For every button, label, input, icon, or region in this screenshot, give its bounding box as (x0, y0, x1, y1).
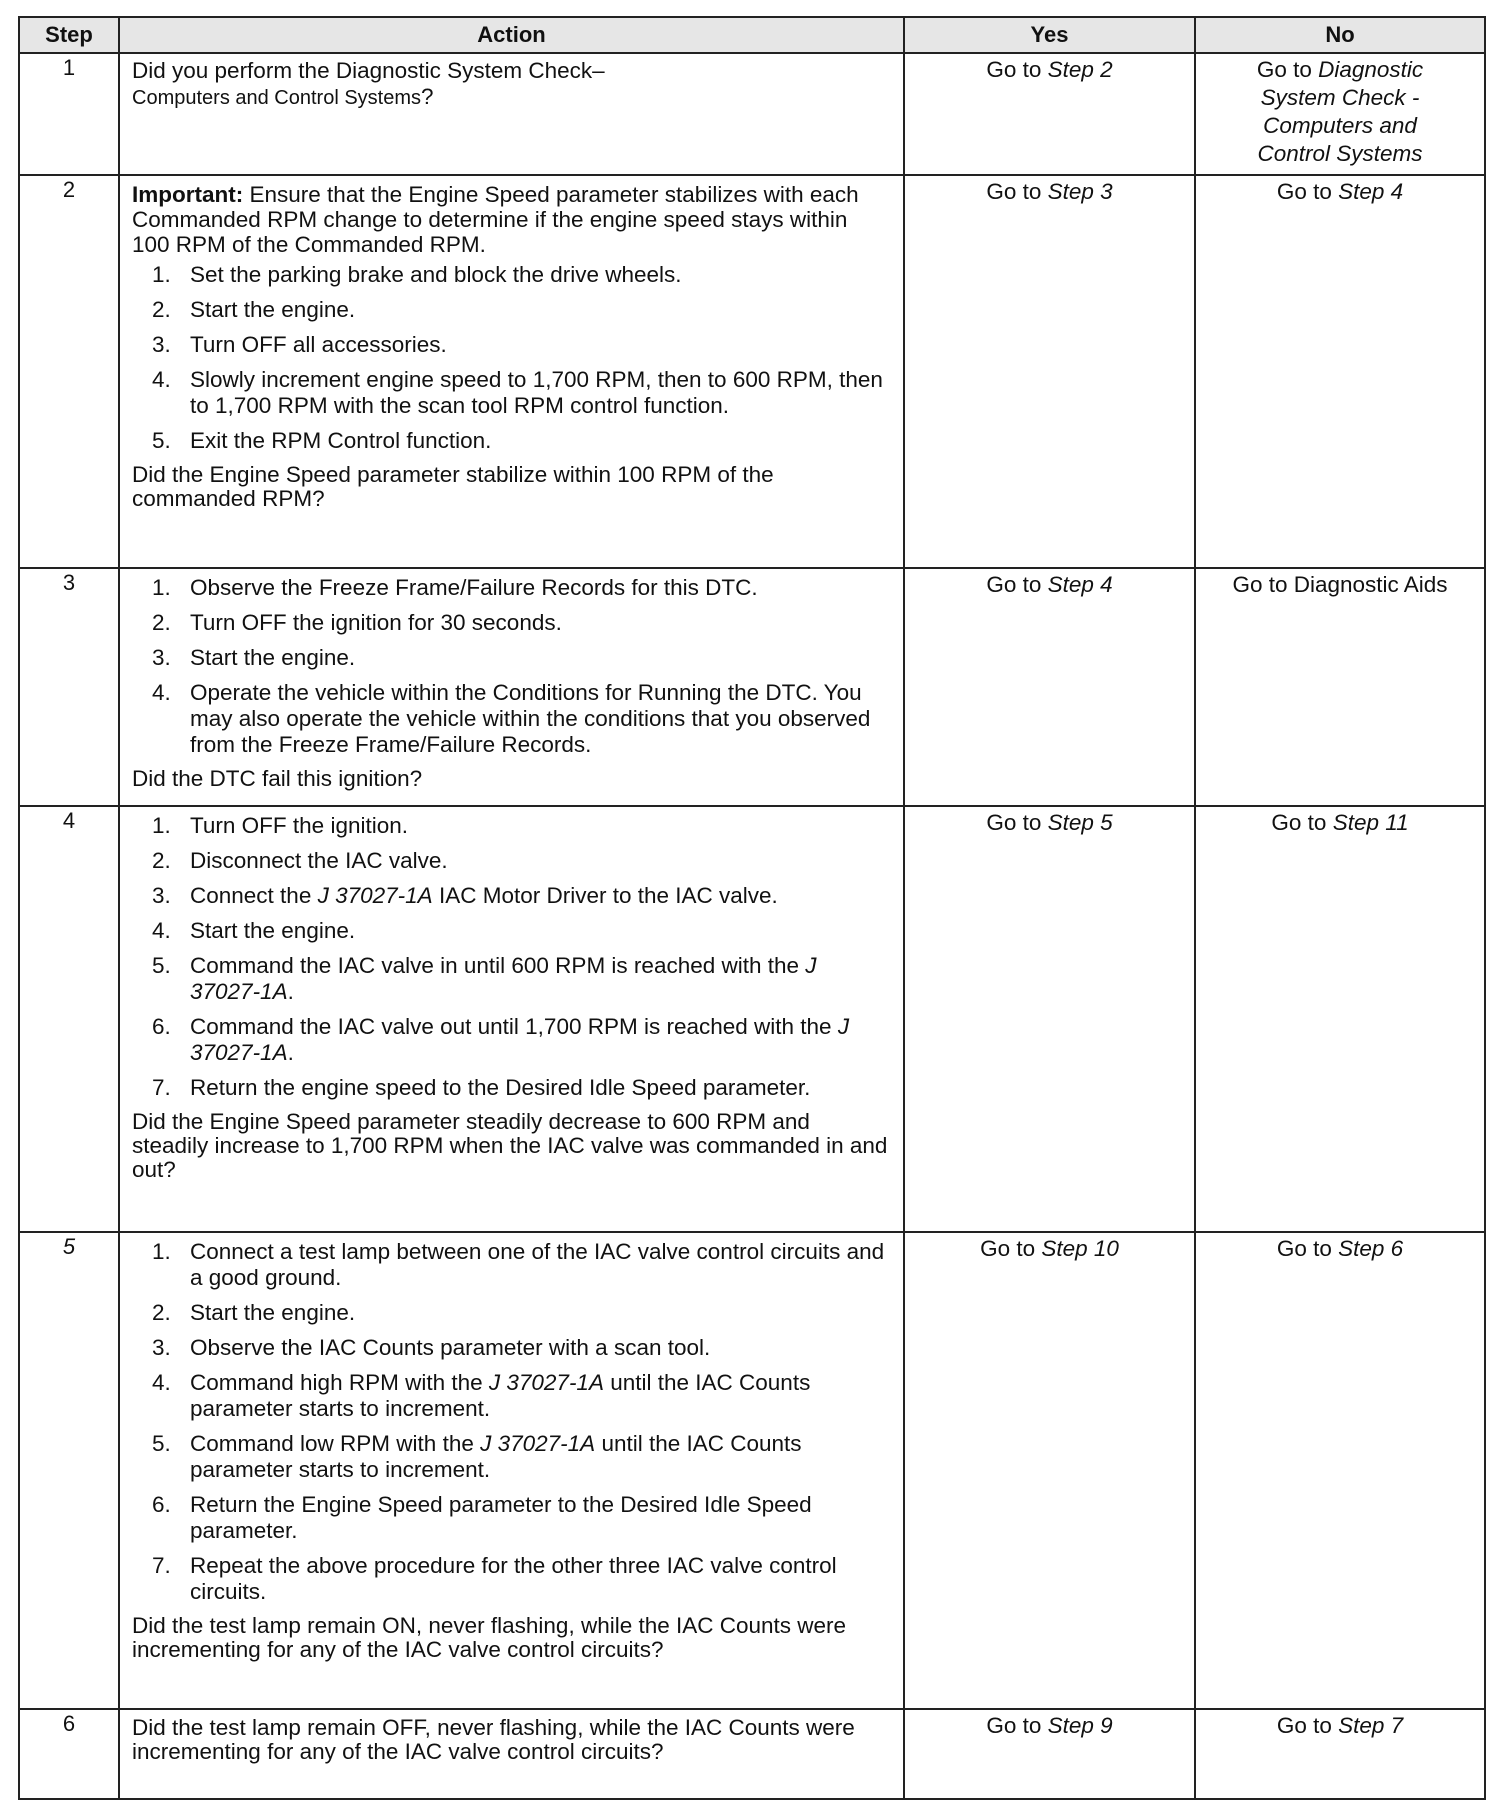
diagnostic-table (18, 16, 1486, 1800)
action-cell (119, 806, 904, 1232)
list-item: 4. Command high RPM with the J 37027-1A until the IAC Counts parameter starts to increment. (152, 1370, 811, 1421)
important-note: Important: Ensure that the Engine Speed parameter stabilizes with each Commanded RPM change to determine if the engine speed stays within 100 RPM of the Commanded RPM. (132, 182, 859, 257)
list-item: 4. Slowly increment engine speed to 1,700 RPM, then to 600 RPM, then to 1,700 RPM with the scan tool RPM control function. (152, 367, 883, 418)
no-cell: Go to Step 7 (1195, 1709, 1485, 1799)
no-cell: Go to Step 11 (1195, 806, 1485, 1232)
no-cell (1195, 53, 1485, 175)
no-link[interactable]: Go to Diagnostic System Check - Computers and Control Systems (1256, 57, 1424, 166)
list-item: 3. Observe the IAC Counts parameter with a scan tool. (152, 1335, 711, 1360)
list-item: 2. Start the engine. (152, 1300, 356, 1325)
header-row (19, 17, 1485, 53)
yes-cell: Go to Step 5 (904, 806, 1195, 1232)
tool-ref: J 37027-1A (488, 1370, 604, 1395)
yes-cell: Go to Step 3 (904, 175, 1195, 568)
yes-link[interactable]: Step 10 (1041, 1236, 1119, 1261)
procedure-list (132, 262, 891, 454)
list-item: 1. Connect a test lamp between one of the IAC valve control circuits and a good ground. (152, 1239, 885, 1290)
list-item: 7. Repeat the above procedure for the other three IAC valve control circuits. (152, 1553, 837, 1604)
yes-link[interactable]: Step 5 (1047, 810, 1113, 835)
procedure-list (132, 1239, 891, 1605)
list-item: 3. Turn OFF all accessories. (152, 332, 447, 357)
action-cell (119, 568, 904, 806)
tool-ref: J 37027-1A (317, 883, 433, 908)
yes-cell: Go to Step 2 (904, 53, 1195, 175)
procedure-list (132, 575, 891, 758)
table-row-step-4 (19, 806, 1485, 1232)
step-number: 1 (19, 53, 119, 175)
step-number: 4 (19, 806, 119, 1232)
header-no: No (1195, 17, 1485, 53)
no-cell: Go to Step 6 (1195, 1232, 1485, 1709)
yes-link[interactable]: Step 9 (1047, 1713, 1113, 1738)
list-item: 5. Command low RPM with the J 37027-1A until the IAC Counts parameter starts to increment. (152, 1431, 802, 1482)
list-item: 3. Start the engine. (152, 645, 356, 670)
step-number: 2 (19, 175, 119, 568)
list-item: 5. Command the IAC valve in until 600 RPM is reached with the J 37027-1A. (152, 953, 817, 1004)
table-row-step-3 (19, 568, 1485, 806)
tool-ref: J 37027-1A (480, 1431, 596, 1456)
list-item: 1. Set the parking brake and block the drive wheels. (152, 262, 682, 287)
list-item: 6. Command the IAC valve out until 1,700 RPM is reached with the J 37027-1A. (152, 1014, 850, 1065)
list-item: 5. Exit the RPM Control function. (152, 428, 492, 453)
step-number: 5 (19, 1232, 119, 1709)
step-number: 6 (19, 1709, 119, 1799)
action-cell (119, 53, 904, 175)
yes-link[interactable]: Step 3 (1047, 179, 1113, 204)
header-action: Action (119, 17, 904, 53)
yes-link[interactable]: Step 4 (1047, 572, 1113, 597)
tool-ref: J 37027-1A (190, 1014, 850, 1065)
action-cell (119, 175, 904, 568)
no-link[interactable]: Go to Diagnostic Aids (1232, 572, 1448, 597)
no-link[interactable]: Step 4 (1338, 179, 1404, 204)
table-row-step-5 (19, 1232, 1485, 1709)
action-text: Did you perform the Diagnostic System Check– Computers and Control Systems? (132, 58, 605, 109)
list-item: 1. Observe the Freeze Frame/Failure Records for this DTC. (152, 575, 758, 600)
list-item: 7. Return the engine speed to the Desired Idle Speed parameter. (152, 1075, 811, 1100)
list-item: 4. Operate the vehicle within the Conditions for Running the DTC. You may also operate the vehicle within the conditions that you observed from the Freeze Frame/Failure Records. (152, 680, 871, 757)
no-link[interactable]: Step 7 (1338, 1713, 1404, 1738)
no-link[interactable]: Step 6 (1338, 1236, 1404, 1261)
question-text: Did the DTC fail this ignition? (132, 766, 423, 791)
table-row-step-6 (19, 1709, 1485, 1799)
yes-cell: Go to Step 10 (904, 1232, 1195, 1709)
yes-cell: Go to Step 4 (904, 568, 1195, 806)
table-row-step-2 (19, 175, 1485, 568)
table-row-step-1 (19, 53, 1485, 175)
action-cell (119, 1232, 904, 1709)
list-item: 1. Turn OFF the ignition. (152, 813, 409, 838)
no-link[interactable]: Step 11 (1332, 810, 1409, 835)
procedure-list (132, 813, 891, 1101)
no-cell (1195, 568, 1485, 806)
step-number: 3 (19, 568, 119, 806)
question-text: Did the test lamp remain OFF, never flashing, while the IAC Counts were incrementing for any of the IAC valve control circuits? (132, 1715, 855, 1764)
list-item: 3. Connect the J 37027-1A IAC Motor Driver to the IAC valve. (152, 883, 778, 908)
question-text: Did the Engine Speed parameter steadily decrease to 600 RPM and steadily increase to 1,700 RPM when the IAC valve was commanded in and out? (132, 1109, 888, 1182)
question-text: Did the test lamp remain ON, never flashing, while the IAC Counts were incrementing for any of the IAC valve control circuits? (132, 1613, 847, 1662)
list-item: 2. Turn OFF the ignition for 30 seconds. (152, 610, 562, 635)
header-step: Step (19, 17, 119, 53)
tool-ref: J 37027-1A (190, 953, 817, 1004)
yes-link[interactable]: Step 2 (1047, 57, 1113, 82)
no-cell: Go to Step 4 (1195, 175, 1485, 568)
list-item: 6. Return the Engine Speed parameter to the Desired Idle Speed parameter. (152, 1492, 812, 1543)
list-item: 2. Start the engine. (152, 297, 356, 322)
yes-cell: Go to Step 9 (904, 1709, 1195, 1799)
header-yes: Yes (904, 17, 1195, 53)
action-cell (119, 1709, 904, 1799)
list-item: 2. Disconnect the IAC valve. (152, 848, 448, 873)
list-item: 4. Start the engine. (152, 918, 356, 943)
question-text: Did the Engine Speed parameter stabilize within 100 RPM of the commanded RPM? (132, 462, 774, 511)
